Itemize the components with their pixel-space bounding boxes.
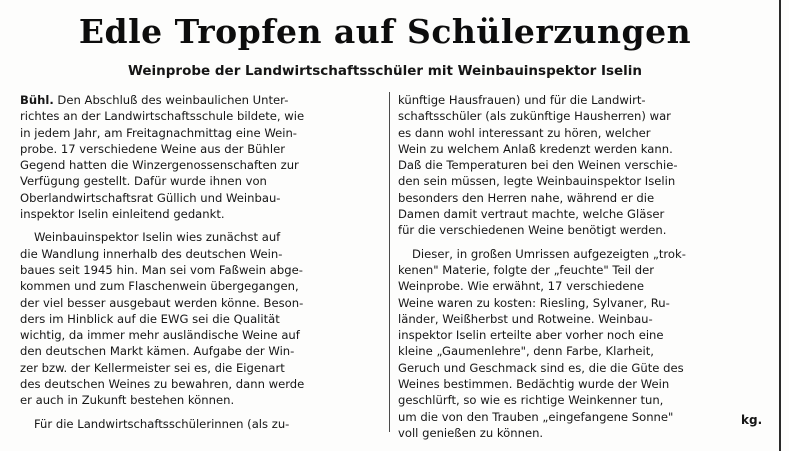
text-line: probe. 17 verschiedene Weine aus der Bühler [20,141,285,156]
text-line: in jedem Jahr, am Freitagnachmittag eine Wein- [20,125,297,140]
text-line: Für die Landwirtschaftsschülerinnen (als zu- [34,416,290,431]
text-line: Bühl. Den Abschluß des weinbaulichen Unter- [20,93,289,107]
article-subheadline: Weinprobe der Landwirtschaftsschüler mit Weinbauinspektor Iselin [127,63,643,79]
text-line: Weines bestimmen. Bedächtig wurde der Wein [398,377,670,392]
author-signature: kg. [741,413,763,427]
page-edge-rule [779,0,781,451]
text-line: des deutschen Weines zu bewahren, dann werde [20,377,305,392]
text-line: kenen" Materie, folgte der „feuchte" Teil der [398,262,655,277]
article-headline: Edle Tropfen auf Schülerzungen [78,12,692,51]
paragraph-gap [20,222,382,229]
left-column [20,92,382,432]
text-line: inspektor Iselin einleitend gedankt. [20,207,225,222]
right-column [398,92,770,441]
text-line: Weinbauinspektor Iselin wies zunächst auf [34,230,281,245]
text-line: baues seit 1945 hin. Man sei vom Faßwein abge- [20,262,303,277]
text-line: künftige Hausfrauen) und für die Landwirt- [398,93,646,107]
paragraph-1 [20,92,382,222]
text-line: inspektor Iselin erteilte aber vorher noch eine [398,328,664,343]
text-line: Damen damit vertraut machte, welche Gläser [398,207,665,222]
text-line: Verfügung gestellt. Dafür wurde ihnen von [20,174,267,189]
text-line: Gegend hatten die Winzergenossenschaften zur [20,158,299,173]
paragraph-gap [398,239,770,246]
text-line: Wein zu welchem Anlaß kredenzt werden kann. [398,141,673,156]
text-line: richtes an der Landwirtschaftsschule bildete, wie [20,109,305,124]
text-line: zer bzw. der Kellermeister sei es, die Eigenart [20,360,285,375]
dateline-place: Bühl. [20,93,54,107]
text-line: um die von den Trauben „eingefangene Sonne" [398,409,674,424]
text-line: wichtig, da immer mehr ausländische Weine auf [20,328,300,343]
text-line: für die verschiedenen Weine benötigt werden. [398,223,667,238]
text-line: länder, Weißherbst und Rotweine. Weinbau- [398,311,653,326]
text-line: Daß die Temperaturen bei den Weinen verschie- [398,158,678,173]
text-line: Dieser, in großen Umrissen aufgezeigten „trok- [412,246,686,261]
text-line: Weine waren zu kosten: Riesling, Sylvaner, Ru- [398,295,670,310]
column-divider [389,92,390,432]
text-line: voll genießen zu können. [398,425,544,440]
text-line: geschlürft, so wie es richtige Weinkenner tun, [398,393,664,408]
text-line: schaftsschüler (als zukünftige Hausherren) war [398,109,671,124]
text-line: es dann wohl interessant zu hören, welcher [398,125,651,140]
text-line: kommen und zum Flaschenwein übergegangen, [20,279,299,294]
text-line: besonders den Herren nahe, während er die [398,190,655,205]
paragraph-gap [20,409,382,416]
paragraph-2 [20,229,382,408]
text-line: Geruch und Geschmack sind es, die die Güte des [398,360,684,375]
text-line: kleine „Gaumenlehre", denn Farbe, Klarheit, [398,344,654,359]
text-line: er auch in Zukunft bestehen können. [20,393,235,408]
text-line: die Wandlung innerhalb des deutschen Wein- [20,246,283,261]
text-line: den deutschen Markt kämen. Aufgabe der Win- [20,344,295,359]
paragraph-5 [398,246,770,442]
text-line: ders im Hinblick auf die EWG sei die Qualität [20,311,280,326]
text-line: Oberlandwirtschaftsrat Güllich und Weinbau- [20,190,281,205]
text-line: Weinprobe. Wie erwähnt, 17 verschiedene [398,279,644,294]
text-line: den sein müssen, legte Weinbauinspektor Iselin [398,174,676,189]
paragraph-4 [398,92,770,239]
paragraph-3 [20,416,382,432]
text-line: der viel besser ausgebaut werden könne. Beson- [20,295,304,310]
